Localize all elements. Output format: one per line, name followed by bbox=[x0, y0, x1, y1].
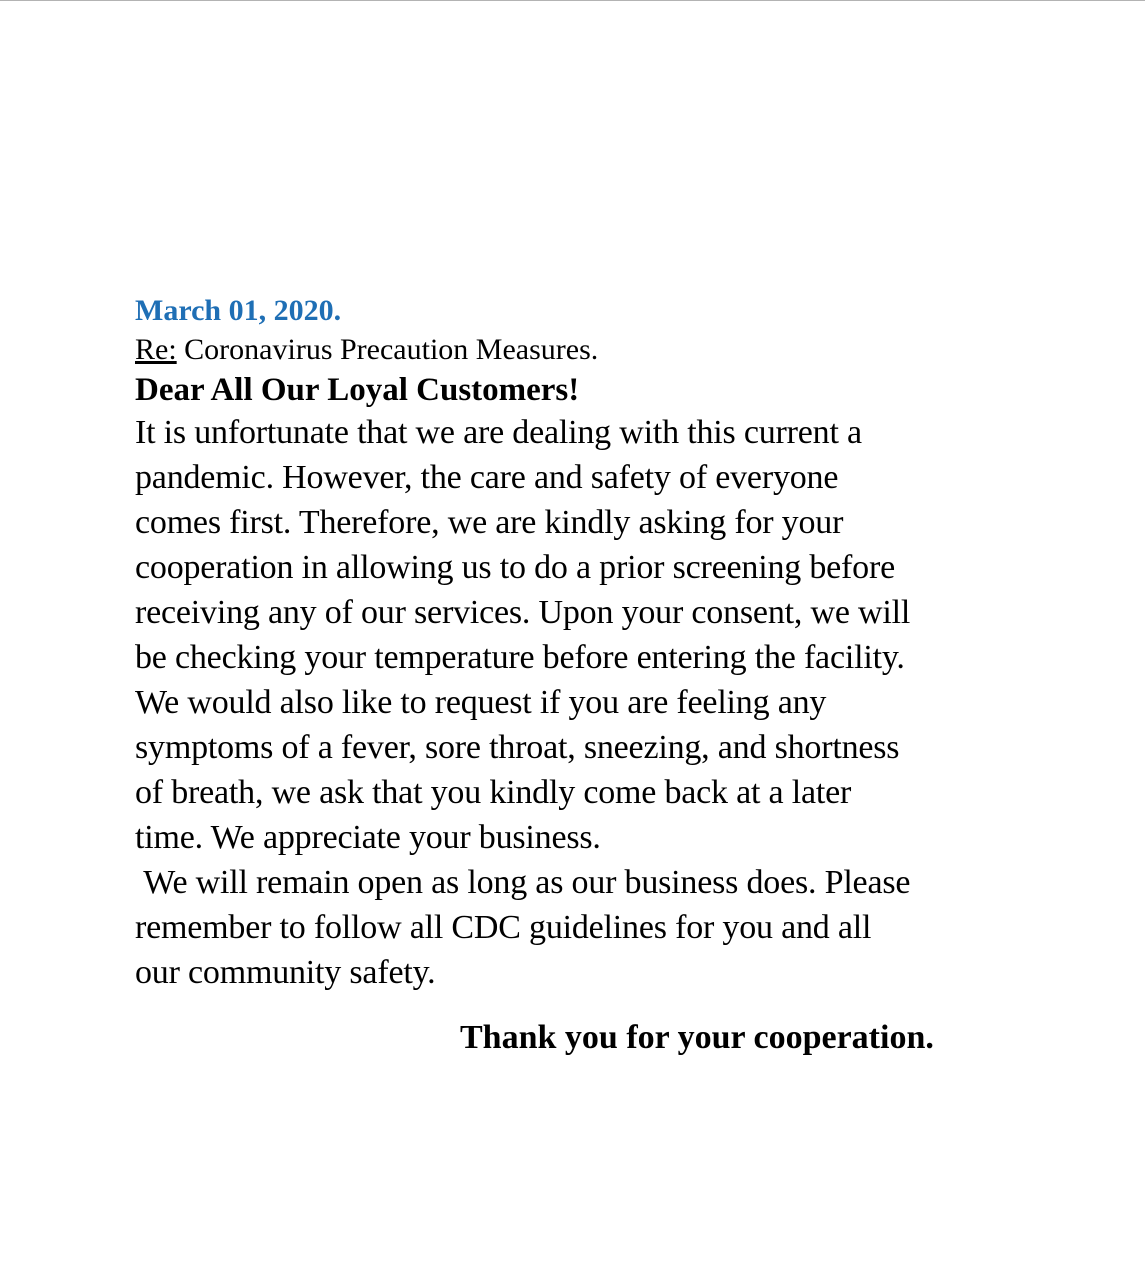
letter-date: March 01, 2020. bbox=[135, 294, 342, 327]
body-line: remember to follow all CDC guidelines for you and all bbox=[135, 909, 872, 946]
top-divider bbox=[0, 0, 1145, 1]
body-line: time. We appreciate your business. bbox=[135, 819, 601, 856]
body-line: receiving any of our services. Upon your consent, we will bbox=[135, 594, 911, 631]
closing-line: Thank you for your cooperation. bbox=[460, 1019, 934, 1056]
body-line: be checking your temperature before entering the facility. bbox=[135, 639, 905, 676]
letter bbox=[135, 292, 1035, 995]
body-line: We will remain open as long as our business does. Please bbox=[135, 864, 911, 901]
body-line: our community safety. bbox=[135, 954, 436, 991]
letter-body bbox=[135, 410, 1035, 995]
body-line: We would also like to request if you are feeling any bbox=[135, 684, 827, 721]
body-line: of breath, we ask that you kindly come back at a later bbox=[135, 774, 852, 811]
subject-text: Coronavirus Precaution Measures. bbox=[176, 333, 599, 366]
subject-label: Re: bbox=[135, 333, 177, 366]
body-line: symptoms of a fever, sore throat, sneezing, and shortness bbox=[135, 729, 900, 766]
body-line: It is unfortunate that we are dealing with this current a bbox=[135, 414, 862, 451]
body-line: comes first. Therefore, we are kindly asking for your bbox=[135, 504, 844, 541]
salutation: Dear All Our Loyal Customers! bbox=[135, 372, 580, 408]
subject-line bbox=[135, 330, 1035, 370]
body-line: pandemic. However, the care and safety of everyone bbox=[135, 459, 839, 496]
body-line: cooperation in allowing us to do a prior screening before bbox=[135, 549, 895, 586]
